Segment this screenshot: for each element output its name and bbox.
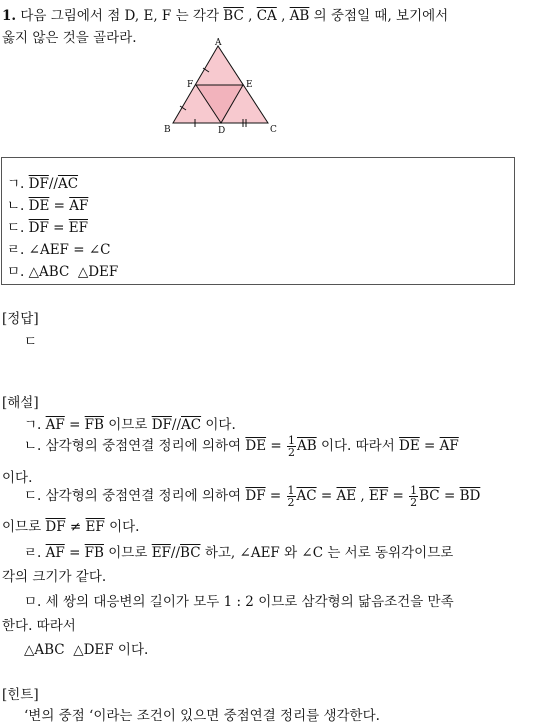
problem-line-1 (2, 4, 448, 24)
choice-right: $\overline{AF}$ (69, 198, 89, 214)
text: 삼각형의 중점연결 정리에 의하여 (45, 438, 242, 454)
numerator: 1 (410, 484, 418, 497)
mark: ㄷ. (24, 488, 42, 504)
choice-mark: ㄷ. (7, 220, 25, 236)
text: 삼각형의 중점연결 정리에 의하여 (45, 488, 242, 504)
text: 이다. 따라서 (320, 438, 395, 454)
seg: $\overline{FB}$ (84, 417, 104, 433)
choice-4 (7, 238, 110, 258)
seg: $\overline{DF}$ (151, 417, 172, 433)
seg: $\overline{AC}$ (181, 417, 202, 433)
denominator: 2 (410, 496, 418, 509)
fraction (287, 485, 296, 508)
choice-text: △ABC △DEF (28, 264, 119, 280)
explanation-line-4b: 각의 크기가 같다. (2, 569, 107, 585)
seg: $\overline{AF}$ (439, 438, 459, 454)
text: 이다. (109, 519, 140, 535)
choice-right: $\overline{AC}$ (57, 176, 79, 192)
label-c: C (270, 125, 277, 135)
explanation-line-5 (24, 590, 454, 610)
seg: $\overline{FB}$ (84, 545, 104, 561)
seg: $\overline{BC}$ (180, 545, 201, 561)
choice-mark: ㄱ. (7, 176, 25, 192)
hint-text: ‘변의 중점 ‘이라는 조건이 있으면 중점연결 정리를 생각한다. (24, 708, 380, 724)
seg: $\overline{EF}$ (369, 488, 389, 504)
label-a: A (215, 38, 222, 48)
seg: $\overline{BC}$ (419, 488, 440, 504)
denominator: 2 (287, 496, 295, 509)
numerator: 1 (287, 434, 295, 447)
triangle-figure (158, 36, 283, 136)
problem-text-post: 의 중점일 때, 보기에서 (313, 8, 449, 24)
explanation-line-4 (24, 541, 453, 561)
problem-number: 1. (2, 8, 17, 24)
seg: $\overline{AF}$ (45, 417, 65, 433)
comma: , (360, 488, 365, 504)
seg: $\overline{DE}$ (399, 438, 420, 454)
op: = (320, 488, 333, 504)
answer-value: ㄷ (24, 334, 38, 350)
seg: $\overline{EF}$ (85, 519, 105, 535)
choice-1 (7, 172, 78, 192)
explanation-line-2 (24, 434, 459, 458)
denominator: 2 (287, 446, 295, 459)
mark: ㄹ. (24, 545, 42, 561)
op: = (270, 438, 282, 454)
choice-5 (7, 260, 118, 280)
numerator: 1 (287, 484, 295, 497)
seg: $\overline{BD}$ (459, 488, 481, 504)
choice-2 (7, 194, 88, 214)
choice-mark: ㅁ. (7, 264, 25, 280)
mark: ㄴ. (24, 438, 42, 454)
text: 이다. (205, 417, 236, 433)
seg: $\overline{DF}$ (245, 488, 266, 504)
choice-left: $\overline{DF}$ (28, 176, 49, 192)
choice-left: $\overline{DF}$ (28, 220, 49, 236)
seg: $\overline{AB}$ (296, 438, 317, 454)
explanation-line-3 (24, 484, 480, 508)
op: // (170, 545, 181, 561)
op: // (171, 417, 181, 433)
explanation-line-5b: 한다. 따라서 (2, 618, 76, 634)
answer-header: [정답] (2, 311, 39, 327)
choice-op: = (53, 220, 65, 236)
label-b: B (164, 125, 171, 135)
choice-mark: ㄴ. (7, 198, 25, 214)
op: = (69, 417, 81, 433)
label-d: D (218, 126, 226, 136)
fraction (287, 435, 296, 458)
comma: , (248, 8, 253, 24)
op: = (443, 488, 456, 504)
label-e: E (246, 80, 253, 90)
text: 세 쌍의 대응변의 길이가 모두 1 : 2 이므로 삼각형의 닮음조건을 만족 (45, 594, 454, 610)
explanation-line-3b (2, 515, 139, 535)
mark: ㅁ. (24, 594, 42, 610)
op: = (69, 545, 81, 561)
choice-op: = (53, 198, 65, 214)
explanation-line-5c: △ABC △DEF 이다. (24, 642, 149, 658)
choice-text: ∠AEF = ∠C (28, 242, 111, 258)
seg: $\overline{AE}$ (336, 488, 357, 504)
choice-left: $\overline{DE}$ (28, 198, 50, 214)
choice-3 (7, 216, 88, 236)
text: 이므로 (2, 519, 42, 535)
op: = (269, 488, 282, 504)
seg: $\overline{DF}$ (45, 519, 66, 535)
fraction (409, 485, 418, 508)
choice-mark: ㄹ. (7, 242, 25, 258)
problem-text-pre: 다음 그림에서 점 D, E, F 는 각각 (20, 8, 219, 24)
mark: ㄱ. (24, 417, 42, 433)
problem-line-2: 옳지 않은 것을 골라라. (2, 30, 137, 46)
segment-ab: $\overline{AB}$ (289, 8, 310, 24)
hint-header: [힌트] (2, 687, 39, 703)
segment-ca: $\overline{CA}$ (256, 8, 277, 24)
explanation-line-2b: 이다. (2, 470, 33, 486)
text: 이므로 (108, 417, 148, 433)
op: = (392, 488, 404, 504)
label-f: F (187, 80, 194, 90)
segment-bc: $\overline{BC}$ (223, 8, 244, 24)
text: 하고, ∠AEF 와 ∠C 는 서로 동위각이므로 (204, 545, 454, 561)
seg: $\overline{DE}$ (245, 438, 267, 454)
explanation-header: [해설] (2, 395, 39, 411)
seg: $\overline{EF}$ (151, 545, 171, 561)
choice-right: $\overline{EF}$ (68, 220, 88, 236)
op: = (424, 438, 436, 454)
comma: , (281, 8, 286, 24)
op: ≠ (69, 519, 82, 535)
seg: $\overline{AF}$ (45, 545, 65, 561)
text: 이므로 (108, 545, 148, 561)
choice-op: // (48, 176, 58, 192)
seg: $\overline{AC}$ (296, 488, 317, 504)
explanation-line-1 (24, 413, 236, 433)
